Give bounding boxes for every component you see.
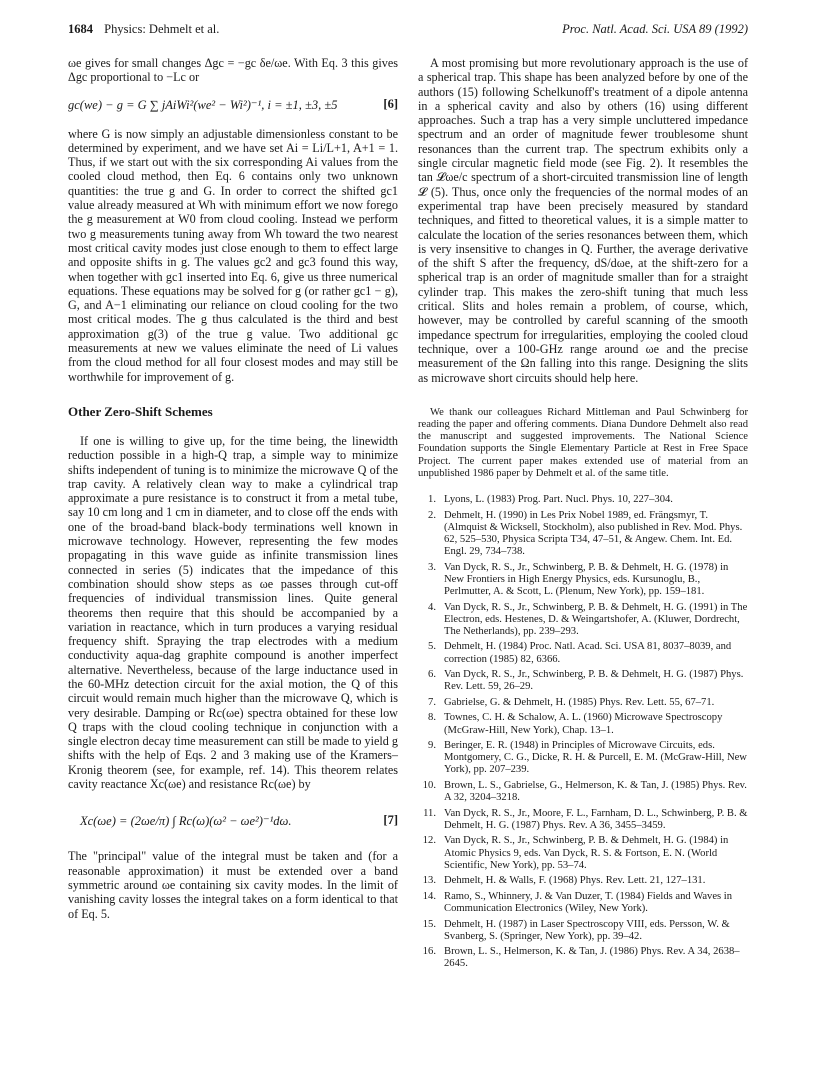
reference-number: 8. — [428, 712, 436, 724]
reference-number: 16. — [422, 946, 436, 958]
paragraph: If one is willing to give up, for the time being, the linewidth reduction possible in a high-Q trap, a simple way to minimize shifts independent of tuning is to minimize the microwave Q of the trap cavity. A relatively clean way to make a cylindrical trap approximate a pure resistance is to construct it from a metal tube, say 10 cm long and 1 cm in diameter, and to close off the ends with one of the broad-band black-body terminations well known in microwave technology. However, representing the few modes propagating in this wave guide as infinite transmission lines connected in series (5) indicates that the impedance of this combination should show steps as ωe passes through cut-off frequencies of individual transmission lines. Quite general theorems then require that this should be accompanied by a variation in reactance, which in turn produces a varying residual frequency shift. Spraying the trap electrodes with a medium conductivity aqua-dag graphite compound is another imperfect alternative. Nevertheless, because of the large inductance used in the 60-MHz detection circuit for the axial motion, the Q of this circuit would remain much higher than the microwave Q, which is very desirable. Damping or Rc(ωe) spectra obtained for these low Q traps with the cloud cooling technique in conjunction with a single electron decay time measurement can still be made to yield g shifts with the help of Eqs. 2 and 3 making use of the Kramers–Kronig theorem (see, for example, ref. 14). This theorem relates cavity reactance Xc(ωe) and resistance Rc(ωe) by — [68, 433, 398, 792]
paragraph: The "principal" value of the integral must be taken and (for a reasonable approximation) it must be extended over a band symmetric around ωe containing six cavity modes. In the limit of vanishing cavity losses the integral takes on a form identical to that of Eq. 5. — [68, 849, 398, 921]
reference-text: Van Dyck, R. S., Jr., Schwinberg, P. B. & Dehmelt, H. G. (1987) Phys. Rev. Lett. 59, 26–29. — [444, 669, 744, 693]
reference-text: Gabrielse, G. & Dehmelt, H. (1985) Phys. Rev. Lett. 55, 67–71. — [444, 696, 715, 708]
reference-number: 7. — [428, 696, 436, 708]
reference-item — [418, 946, 748, 970]
section-author: Physics: Dehmelt et al. — [104, 22, 220, 36]
reference-text: Beringer, E. R. (1948) in Principles of Microwave Circuits, eds. Montgomery, C. G., Dicke, R. H. & Purcell, E. M. (McGraw-Hill, New York), pp. 207–239. — [444, 740, 747, 776]
reference-number: 10. — [422, 779, 436, 791]
equation-7 — [68, 801, 398, 841]
reference-item — [418, 780, 748, 804]
reference-item — [418, 808, 748, 832]
reference-text: Lyons, L. (1983) Prog. Part. Nucl. Phys. 10, 227–304. — [444, 494, 673, 506]
equation-body: Xc(ωe) = (2ωe/π) ∫ Rc(ω)(ω² − ωe²)⁻¹dω. — [80, 814, 292, 829]
reference-text: Dehmelt, H. & Walls, F. (1968) Phys. Rev. Lett. 21, 127–131. — [444, 875, 706, 887]
reference-item — [418, 835, 748, 872]
left-column — [68, 56, 398, 921]
reference-item — [418, 919, 748, 943]
reference-text: Van Dyck, R. S., Jr., Schwinberg, P. B. & Dehmelt, H. G. (1978) in New Frontiers in High Energy Physics, eds. Kursunoglu, B., Perlmutter, A. & Scott, L. (Plenum, New York), pp. 159–181. — [444, 561, 729, 598]
reference-text: Ramo, S., Whinnery, J. & Van Duzer, T. (1984) Fields and Waves in Communication Electronics (Wiley, New York). — [444, 890, 733, 914]
reference-number: 5. — [428, 641, 436, 653]
reference-text: Van Dyck, R. S., Jr., Schwinberg, P. B. & Dehmelt, H. G. (1991) in The Electron, eds. Hestenes, D. & Weingartshofer, A. (Kluwer, Dordrecht, The Netherlands), pp. 239–293. — [444, 601, 748, 637]
reference-text: Brown, L. S., Gabrielse, G., Helmerson, K. & Tan, J. (1985) Phys. Rev. A 32, 3204–3218. — [444, 779, 747, 804]
reference-number: 15. — [422, 918, 436, 930]
reference-number: 2. — [428, 509, 436, 521]
reference-item — [418, 891, 748, 915]
reference-item — [418, 641, 748, 665]
reference-item — [418, 510, 748, 559]
reference-text: Dehmelt, H. (1984) Proc. Natl. Acad. Sci. USA 81, 8037–8039, and correction (1985) 82, 6366. — [444, 641, 732, 665]
reference-number: 12. — [422, 835, 436, 847]
reference-number: 4. — [428, 601, 436, 613]
reference-number: 13. — [422, 875, 436, 887]
page-number: 1684 — [68, 22, 93, 36]
reference-number: 3. — [428, 561, 436, 573]
reference-text: Brown, L. S., Helmerson, K. & Tan, J. (1986) Phys. Rev. A 34, 2638–2645. — [444, 946, 740, 970]
reference-item — [418, 494, 748, 506]
reference-number: 11. — [423, 807, 436, 819]
reference-item — [418, 562, 748, 599]
reference-text: Dehmelt, H. (1987) in Laser Spectroscopy VIII, eds. Persson, W. & Svanberg, S. (Springer, New York), pp. 39–42. — [444, 918, 730, 942]
paragraph: A most promising but more revolutionary approach is the use of a spherical trap. This shape has been analyzed before by one of the authors (15) following Schelkunoff's treatment of a dipole antenna in a spherical cavity and also by others (16) using different approaches. Such a trap has a very simple uncluttered impedance spectrum and an order of magnitude fewer troublesome shunt resonances than the current trap. The spectrum exhibits only a single circular magnetic field mode (see Fig. 2). It resembles the tan 𝓛ωe/c spectrum of a short-circuited transmission line of length 𝓛 (5). Thus, once only the frequencies of the normal modes of an experimental trap have been precisely measured by standard techniques, and fitted to theoretical values, it is a simple matter to calculate the location of the series resonances between them, which is very insensitive to changes in Q. Further, the average derivative of the shift S after the frequency, dS/dωe, at the shift-zero for a spherical trap is an order of magnitude smaller than for a straight cylinder trap. This makes the zero-shift tuning that much less critical. Slits and holes remain a problem, of course, which, however, may be controlled by careful scanning of the smooth impedance spectrum for irregularities, employing the cooled cloud technique, over a 100-GHz range around ωe and the precise measurement of the Ωn falling into this range. Designing the slits as microwave short circuits should help here. — [418, 56, 748, 385]
reference-number: 1. — [428, 494, 436, 506]
equation-number: [7] — [383, 813, 398, 828]
paragraph: ωe gives for small changes Δgc = −gc δe/ωe. With Eq. 3 this gives Δgc proportional to −Lc or — [68, 56, 398, 85]
reference-item — [418, 697, 748, 709]
reference-item — [418, 602, 748, 639]
header-left — [68, 22, 219, 37]
reference-item — [418, 740, 748, 777]
equation-body: gc(we) − g = G ∑ jAiWi²(we² − Wi²)⁻¹, i = ±1, ±3, ±5 — [68, 97, 338, 112]
reference-number: 9. — [428, 740, 436, 752]
reference-text: Van Dyck, R. S., Jr., Schwinberg, P. B. & Dehmelt, H. G. (1984) in Atomic Physics 9, eds. Van Dyck, R. S. & Fortson, E. N. (World Scientific, New York), pp. 53–74. — [444, 835, 729, 871]
reference-number: 14. — [422, 890, 436, 902]
reference-text: Townes, C. H. & Schalow, A. L. (1960) Microwave Spectroscopy (McGraw-Hill, New York), Chap. 13–1. — [444, 712, 723, 736]
reference-text: Dehmelt, H. (1990) in Les Prix Nobel 1989, ed. Frängsmyr, T. (Almquist & Wicksell, Stockholm), also published in Rev. Mod. Phys. 62, 525–530, Physica Scripta T34, 47–51, & Angew. Chem. Int. Ed. Engl. 29, 734–738. — [444, 509, 743, 558]
paragraph: where G is now simply an adjustable dimensionless constant to be determined by experiment, and we have set Ai = Li/L+1, A+1 = 1. Thus, if we start out with the six corresponding Ai values from the cooled cloud method, then Eq. 6 contains only two unknown quantities: the true g and G. In order to correct the shifted gc1 value already measured at Wh with minimum effort we now forego the g measurement at W0 from cloud cooling. Instead we perform two g measurements tuning away from Wh toward the two nearest most critical cavity modes just close enough to them to effect large and opposite shifts in g. The values gc2 and gc3 found this way, when together with gc1 inserted into Eq. 6, give us three numerical equations. These equations may be solved for g (or rather gc1 − g), G, and A−1 eliminating our reliance on cloud cooling for the two most critical modes. The g thus calculated is the third and best approximation g(3) of the true g value. Two additional gc measurements at new we values eliminate the need of Li values from the cloud method for all four closest modes and may still be worthwhile for improvement of g. — [68, 126, 398, 384]
acknowledgment: We thank our colleagues Richard Mittleman and Paul Schwinberg for reading the paper and offering comments. Diana Dundore Dehmelt also read the manuscript and suggested improvements. The National Science Foundation supports the Single Elementary Particle at Rest in Free Space Project. The current paper makes extended use of material from an unpublished 1986 paper by Dehmelt et al. of the same title. — [418, 406, 748, 479]
reference-item — [418, 669, 748, 693]
equation-6 — [68, 91, 398, 121]
section-heading: Other Zero-Shift Schemes — [68, 403, 213, 419]
page-header — [68, 22, 748, 40]
reference-item — [418, 875, 748, 887]
reference-item — [418, 712, 748, 736]
journal-citation: Proc. Natl. Acad. Sci. USA 89 (1992) — [562, 22, 748, 36]
reference-list — [418, 494, 748, 971]
reference-number: 6. — [428, 669, 436, 681]
reference-text: Van Dyck, R. S., Jr., Moore, F. L., Farnham, D. L., Schwinberg, P. B. & Dehmelt, H. G. (1987) Phys. Rev. A 36, 3455–3459. — [444, 807, 748, 831]
right-column — [418, 56, 748, 974]
equation-number: [6] — [383, 96, 398, 111]
